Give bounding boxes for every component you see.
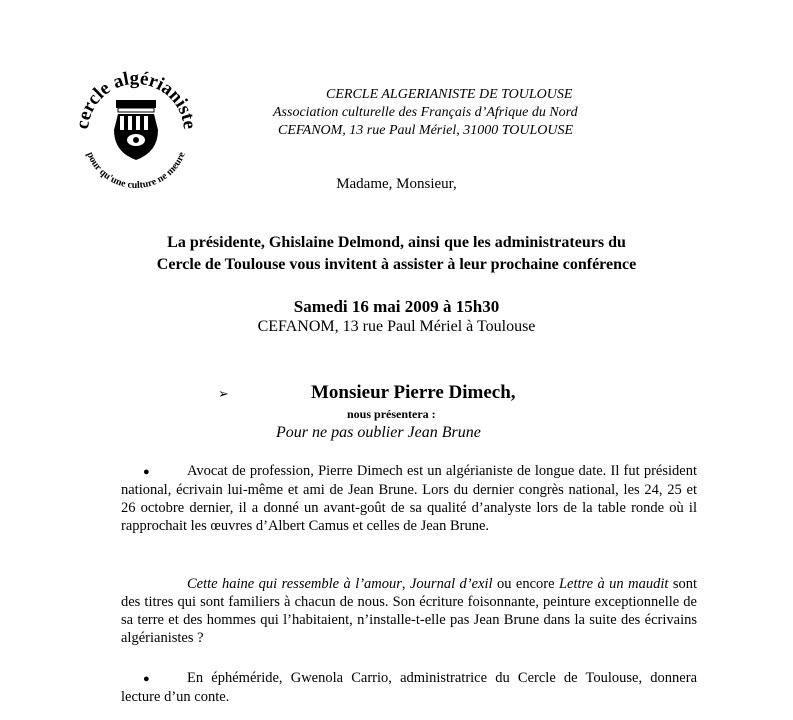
logo-top-text: cercle algérianiste — [72, 67, 200, 131]
event-date: Samedi 16 mai 2009 à 15h30 — [293, 297, 500, 316]
event-venue: CEFANOM, 13 rue Paul Mériel à Toulouse — [257, 318, 536, 335]
logo-bottom-text: pour qu'une culture ne meure — [84, 150, 188, 192]
invitation-line-1: La présidente, Ghislaine Delmond, ainsi que les administrateurs du — [167, 234, 626, 251]
org-name: CERCLE ALGERIANISTE DE TOULOUSE — [326, 87, 573, 102]
paragraph-text: En éphéméride, Gwenola Carrio, administratrice du Cercle de Toulouse, donnera lecture d’un conte. — [121, 670, 697, 705]
paragraph-reading — [121, 669, 697, 706]
org-address: CEFANOM, 13 rue Paul Mériel, 31000 TOULOUSE — [278, 123, 574, 138]
book-title-1: Cette haine qui ressemble à l’amour — [187, 576, 402, 592]
bullet-icon: ● — [143, 466, 150, 478]
paragraph-text: sont des titres qui sont familiers à chacun de nous. Son écriture foisonnante, peinture exceptionnelle de sa terre et des hommes qui l’habitaient, n’installe-t-elle pas Jean Brune dans la suite des écrivains algérianistes ? — [121, 576, 697, 646]
invitation-text — [0, 232, 793, 276]
arrow-bullet-icon: ➢ — [218, 386, 229, 401]
paragraph-speaker-bio — [121, 462, 697, 535]
bullet-icon: ● — [143, 673, 150, 685]
speaker-name: Monsieur Pierre Dimech, — [311, 382, 516, 403]
talk-title: Pour ne pas oublier Jean Brune — [276, 424, 481, 441]
paragraph-text: Avocat de profession, Pierre Dimech est un algérianiste de longue date. Il fut président national, écrivain lui-même et ami de Jean Brune. Lors du dernier congrès national, les 24, 25 et 26 octobre dernier, il a donné un avant-goût de sa qualité d’analyste lors de la table ronde où il rapprochait les œuvres d’Albert Camus et celles de Jean Brune. — [121, 463, 697, 534]
salutation: Madame, Monsieur, — [336, 176, 457, 192]
book-title-2: Journal d’exil — [409, 576, 493, 592]
invitation-line-2: Cercle de Toulouse vous invitent à assister à leur prochaine conférence — [156, 256, 637, 273]
presents-label: nous présentera : — [347, 407, 436, 421]
hamsa-hand-icon — [114, 100, 158, 160]
paragraph-works: Cette haine qui ressemble à l’amour, Journal d’exil ou encore Lettre à un maudit sont des titres qui sont familiers à chacun de nous. Son écriture foisonnante, peinture exceptionnelle de sa terre et des hommes qui l’habitaient, n’installe-t-elle pas Jean Brune dans la suite des écrivains algérianistes ? — [121, 576, 697, 646]
org-subtitle: Association culturelle des Français d’Afrique du Nord — [273, 105, 578, 120]
book-title-3: Lettre à un maudit — [558, 576, 669, 592]
